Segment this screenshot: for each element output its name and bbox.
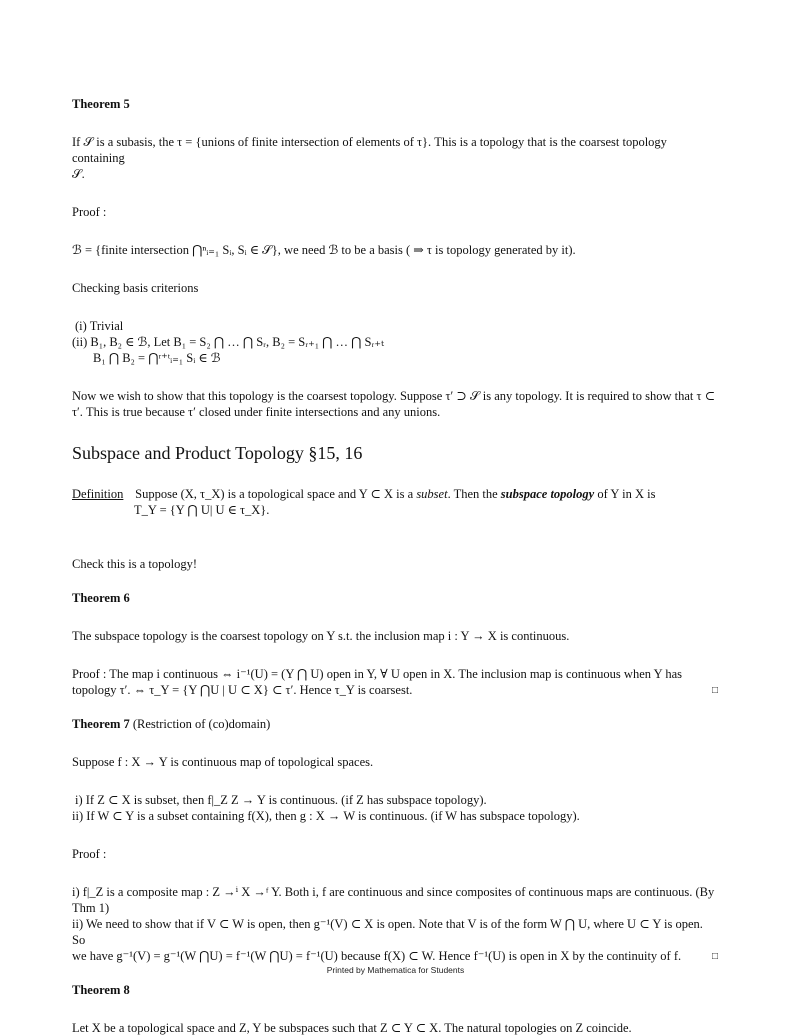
theorem-5-statement-line-2: 𝒮. (72, 167, 85, 181)
basis-criterion-2: (ii) B₁, B₂ ∈ ℬ, Let B₁ = S₂ ⋂ … ⋂ Sᵣ, B₂ = Sᵣ₊₁ ⋂ … ⋂ Sᵣ₊ₜ (72, 335, 385, 349)
theorem-8-title: Theorem 8 (72, 983, 130, 997)
definition-subset-word: subset (416, 487, 448, 501)
definition-text-mid: . Then the (447, 487, 501, 501)
definition-check-note: Check this is a topology! (72, 557, 197, 571)
definition-formula: T_Y = {Y ⋂ U| U ∈ τ_X}. (134, 503, 270, 517)
coarsest-argument-line-2: τ′. This is true because τ′ closed under finite intersections and any unions. (72, 405, 441, 419)
qed-symbol: □ (711, 951, 718, 962)
document-page (72, 96, 718, 1036)
print-footer: Printed by Mathematica for Students (326, 965, 465, 975)
theorem-6-proof-line-1: Proof : The map i continuous ⇔ i⁻¹(U) = (Y ⋂ U) open in Y, ∀ U open in X. The inclusion map is continuous when Y has (72, 667, 683, 681)
definition-label: Definition (72, 487, 124, 501)
qed-symbol: □ (711, 685, 718, 696)
section-heading: Subspace and Product Topology §15, 16 (72, 443, 363, 463)
theorem-7-heading (72, 716, 718, 732)
theorem-6-statement: The subspace topology is the coarsest topology on Y s.t. the inclusion map i : Y → X is continuous. (72, 629, 570, 643)
theorem-7-item-1: i) If Z ⊂ X is subset, then f|_Z Z → Y is continuous. (if Z has subspace topology). (75, 793, 487, 807)
definition-block (72, 486, 718, 518)
basis-definition-line: ℬ = {finite intersection ⋂ⁿᵢ₌₁ Sᵢ, Sᵢ ∈ 𝒮}, we need ℬ to be a basis ( ⇒ τ is topology generated by it). (72, 243, 576, 257)
theorem-6-title: Theorem 6 (72, 591, 130, 605)
theorem-7-subtitle: (Restriction of (co)domain) (132, 717, 271, 731)
checking-basis-criterions: Checking basis criterions (72, 281, 199, 295)
theorem-6-proof-line-2-wrap (72, 682, 718, 698)
theorem-6-proof-line-2: topology τ′. ⇔ τ_Y = {Y ⋂U | U ⊂ X} ⊂ τ′. Hence τ_Y is coarsest. (72, 683, 413, 697)
coarsest-argument-line-1: Now we wish to show that this topology is the coarsest topology. Suppose τ′ ⊃ 𝒮 is any topology. It is required to show that τ ⊂ (72, 389, 716, 403)
theorem-7-proof-label: Proof : (72, 847, 107, 861)
theorem-5-statement-line-1: If 𝒮 is a subasis, the τ = {unions of finite intersection of elements of τ}. This is a topology that is the coarsest topology containing (72, 135, 667, 165)
basis-criterion-2-result: B₁ ⋂ B₂ = ⋂ʳ⁺ᵗᵢ₌₁ Sᵢ ∈ ℬ (93, 351, 221, 365)
basis-criterion-1: (i) Trivial (75, 319, 124, 333)
theorem-7-statement: Suppose f : X → Y is continuous map of topological spaces. (72, 755, 374, 769)
theorem-7-proof-ii-line-2: we have g⁻¹(V) = g⁻¹(W ⋂U) = f⁻¹(W ⋂U) = f⁻¹(U) because f(X) ⊂ W. Hence f⁻¹(U) is open in X by the continuity of f. (72, 949, 682, 963)
theorem-8-statement: Let X be a topological space and Z, Y be subspaces such that Z ⊂ Y ⊂ X. The natural topologies on Z coincide. (72, 1021, 632, 1035)
theorem-5-title: Theorem 5 (72, 97, 130, 111)
theorem-7-proof-ii-line-1: ii) We need to show that if V ⊂ W is open, then g⁻¹(V) ⊂ X is open. Note that V is of the form W ⋂ U, where U ⊂ Y is open. So (72, 917, 703, 947)
definition-text-post: of Y in X is (594, 487, 656, 501)
theorem-7-proof-i-line-2: Thm 1) (72, 901, 110, 915)
theorem-7-item-2: ii) If W ⊂ Y is a subset containing f(X), then g : X → W is continuous. (if W has subspace topology). (72, 809, 580, 823)
theorem-7-proof-i-line-1: i) f|_Z is a composite map : Z →ⁱ X →ᶠ Y. Both i, f are continuous and since composites of continuous maps are continuous. (By (72, 885, 715, 899)
theorem-5-proof-label: Proof : (72, 205, 107, 219)
theorem-7-title: Theorem 7 (72, 717, 130, 731)
definition-text-pre: Suppose (X, τ_X) is a topological space and Y ⊂ X is a (135, 487, 417, 501)
definition-term: subspace topology (500, 487, 595, 501)
